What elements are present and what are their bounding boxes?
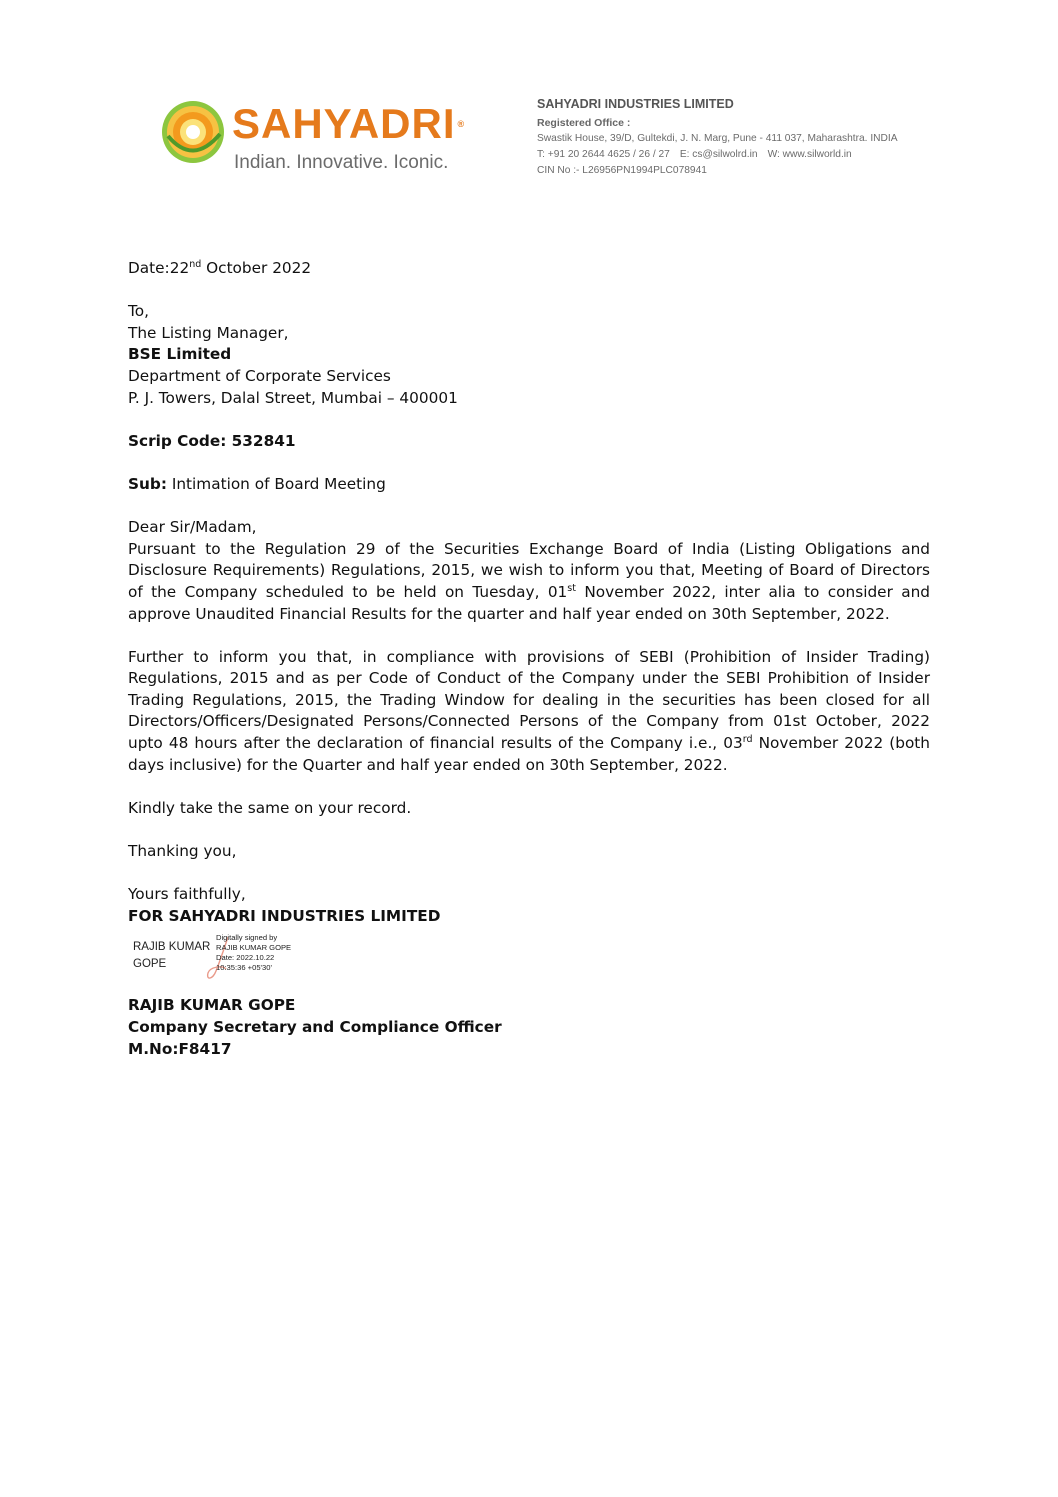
digital-signature	[128, 929, 930, 987]
brand-tagline: Indian. Innovative. Iconic.	[234, 152, 449, 173]
signature-name: RAJIB KUMAR GOPE	[133, 941, 211, 971]
sahyadri-emblem-icon	[160, 96, 230, 166]
thanks-line: Thanking you,	[128, 842, 237, 861]
company-logo	[160, 96, 480, 180]
digital-signature-details: Digitally signed by RAJIB KUMAR GOPE Date: 2022.10.22 10:35:36 +05'30'	[216, 933, 292, 973]
for-company-line: FOR SAHYADRI INDUSTRIES LIMITED	[128, 906, 441, 925]
letter-date: Date:22nd October 2022	[128, 259, 312, 277]
contact-line	[537, 147, 977, 163]
yours-faithfully: Yours faithfully,	[128, 885, 246, 904]
paragraph-trading-window: Further to inform you that, in compliance with provisions of SEBI (Prohibition of Insider Trading) Regulations, 2015 and as per Code of Conduct of the Company under the SEBI Prohibition of Insider Trading Regulations, 2015, the Trading Window for dealing in the securities has been closed for all Directors/Officers/Designated Persons/Connected Persons of the Company from 01st October, 2022 upto 48 hours after the declaration of financial results of the Company i.e., 03rd November 2022 (both days inclusive) for the Quarter and half year ended on 30th September, 2022.	[128, 647, 930, 774]
email-address: E: cs@silwolrd.in	[679, 149, 758, 160]
letterhead-company-name: SAHYADRI INDUSTRIES LIMITED	[537, 97, 734, 111]
closing-request: Kindly take the same on your record.	[128, 798, 412, 817]
recipient-title: The Listing Manager,	[128, 323, 289, 342]
registered-office-block	[537, 96, 977, 179]
recipient-address: P. J. Towers, Dalal Street, Mumbai – 400001	[128, 388, 458, 407]
phone-number: T: +91 20 2644 4625 / 26 / 27	[537, 149, 670, 160]
letter-body	[128, 258, 930, 1060]
to-line: To,	[128, 302, 149, 321]
registered-office-label: Registered Office :	[537, 117, 631, 129]
subject-line: Sub: Intimation of Board Meeting	[128, 474, 386, 493]
recipient-department: Department of Corporate Services	[128, 366, 391, 385]
salutation: Dear Sir/Madam,	[128, 518, 257, 537]
cin-number: CIN No :- L26956PN1994PLC078941	[537, 165, 707, 176]
recipient-organization: BSE Limited	[128, 345, 232, 364]
office-address: Swastik House, 39/D, Gultekdi, J. N. Marg, Pune - 411 037, Maharashtra. INDIA	[537, 133, 898, 144]
scrip-code: Scrip Code: 532841	[128, 431, 296, 450]
membership-number: M.No:F8417	[128, 1039, 232, 1058]
brand-name: SAHYADRI ®	[232, 100, 466, 147]
signatory-name: RAJIB KUMAR GOPE	[128, 996, 296, 1015]
paragraph-board-meeting: Pursuant to the Regulation 29 of the Securities Exchange Board of India (Listing Obligations and Disclosure Requirements) Regulations, 2015, we wish to inform you that, Meeting of Board of Directors of the Company scheduled to be held on Tuesday, 01st November 2022, inter alia to consider and approve Unaudited Financial Results for the quarter and half year ended on 30th September, 2022.	[128, 539, 930, 623]
signatory-title: Company Secretary and Compliance Officer	[128, 1018, 502, 1036]
website-url: W: www.silworld.in	[767, 149, 852, 160]
